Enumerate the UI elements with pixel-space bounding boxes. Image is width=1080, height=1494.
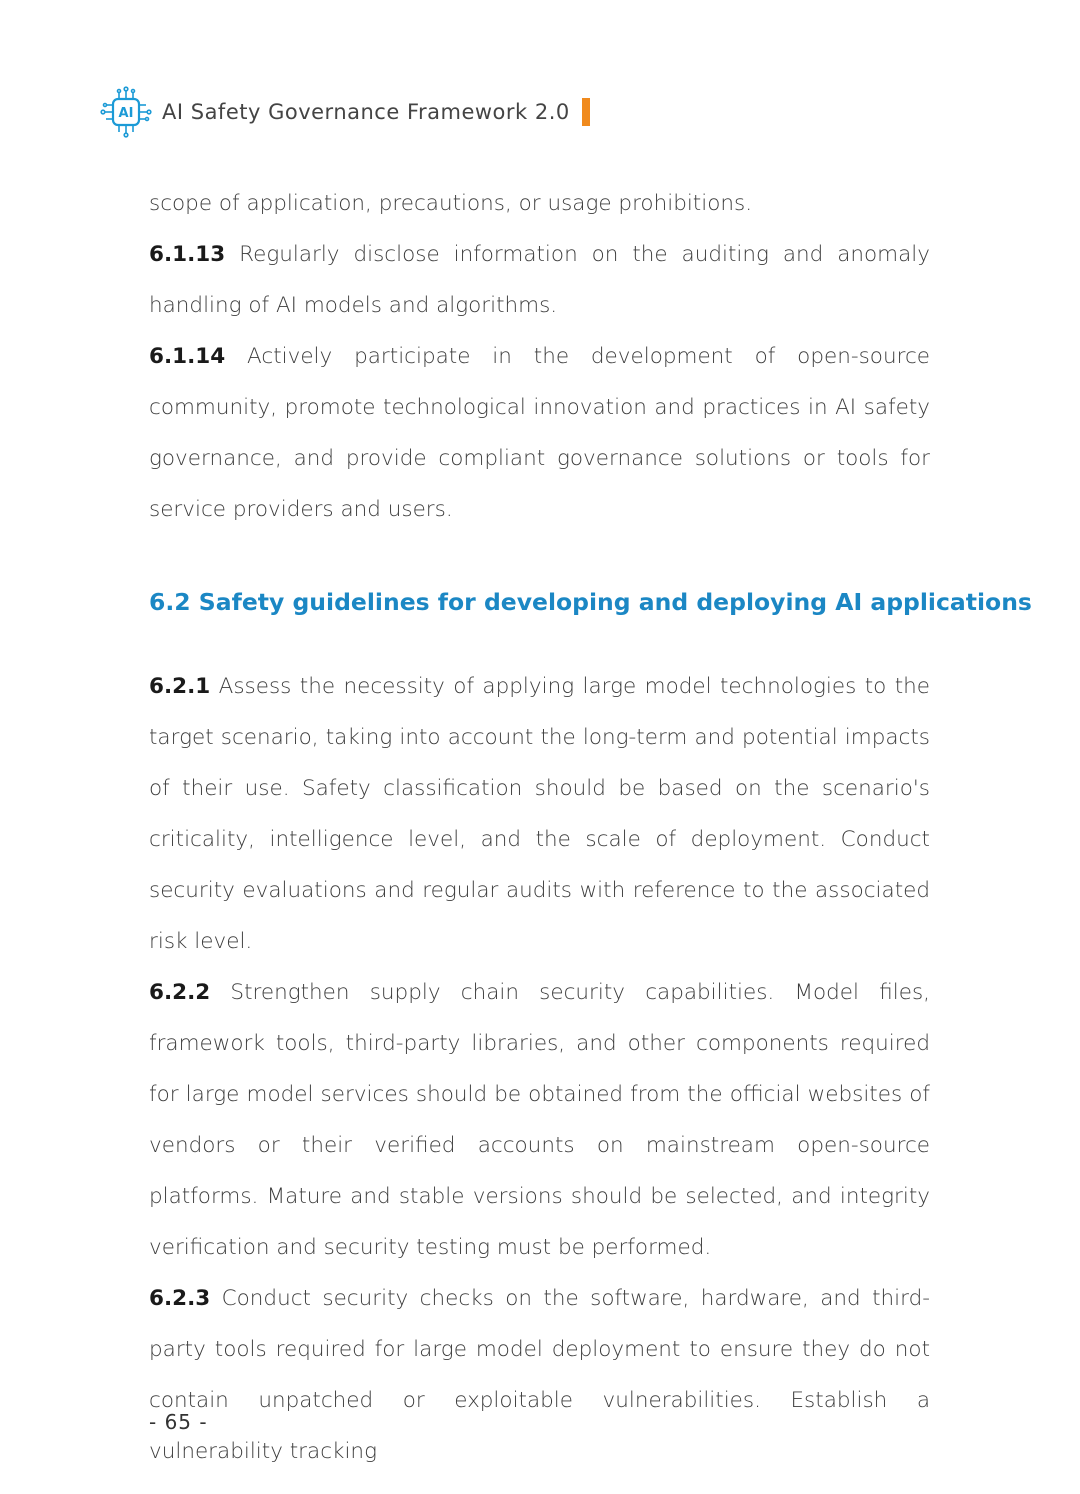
- clause-number: 6.2.1: [149, 674, 211, 699]
- svg-text:AI: AI: [118, 106, 134, 121]
- paragraph-6-2-1: 6.2.1 Assess the necessity of applying large model technologies to the target scenario, taking into account the long-term and potential impacts of their use. Safety classification should be based on the scenario's criticality, intelligence level, and the scale of deployment. Conduct security evaluations and regular audits with reference to the associated risk level.: [149, 674, 930, 954]
- clause-number: 6.2.2: [149, 980, 211, 1005]
- paragraph-6-2-3: 6.2.3 Conduct security checks on the software, hardware, and third-party tools required for large model deployment to ensure they do not contain unpatched or exploitable vulnerabilities. Establish a vulnerability tracking: [149, 1286, 930, 1464]
- clause-number: 6.1.14: [149, 344, 226, 369]
- clause-number: 6.1.13: [149, 242, 226, 267]
- page-number: - 65 -: [149, 1410, 208, 1434]
- header-accent-bar: [582, 98, 590, 126]
- paragraph-6-2-2: 6.2.2 Strengthen supply chain security capabilities. Model files, framework tools, third-party libraries, and other components required for large model services should be obtained from the official websites of vendors or their verified accounts on mainstream open-source platforms. Mature and stable versions should be selected, and integrity verification and security testing must be performed.: [149, 980, 930, 1260]
- ai-chip-logo-icon: [100, 86, 152, 138]
- document-title: AI Safety Governance Framework 2.0: [162, 100, 570, 124]
- section-heading-6-2: 6.2 Safety guidelines for developing and deploying AI applications: [149, 588, 1032, 616]
- page-header: [100, 82, 590, 142]
- paragraph-6-1-14: 6.1.14 Actively participate in the development of open-source community, promote technological innovation and practices in AI safety governance, and provide compliant governance solutions or tools for service providers and users.: [149, 344, 930, 522]
- paragraph-continuation: scope of application, precautions, or usage prohibitions.: [149, 191, 753, 216]
- page-body: [149, 178, 1032, 1477]
- clause-number: 6.2.3: [149, 1286, 211, 1311]
- paragraph-6-1-13: 6.1.13 Regularly disclose information on the auditing and anomaly handling of AI models and algorithms.: [149, 242, 930, 318]
